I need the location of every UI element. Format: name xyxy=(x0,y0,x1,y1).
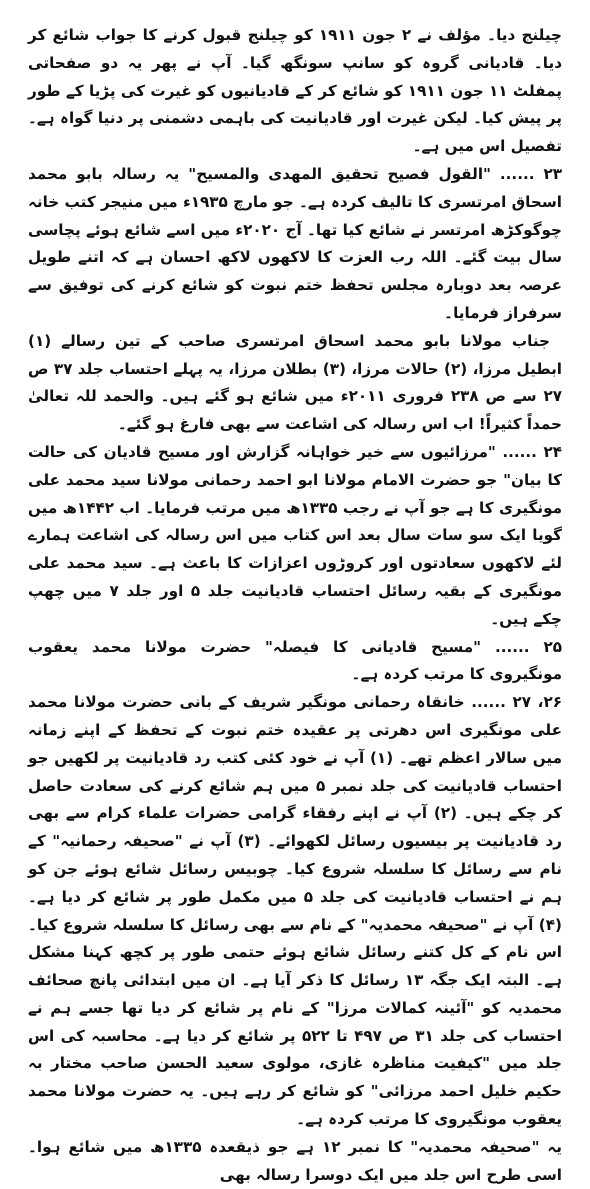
paragraph-sahifa-muhammadiya: یہ "صحیفہ محمدیہ" کا نمبر ۱۲ ہے جو ذیقعدہ ۱۳۳۵ھ میں شائع ہوا۔ اسی طرح اس جلد میں ایک دوسرا رسالہ بھی xyxy=(28,1137,562,1184)
paragraph-item-24: ۲۴ ...... "مرزائیوں سے خیر خواہانہ گزارش اور مسیح قادیان کی حالت کا بیان" جو حضرت الامام مولانا ابو احمد رحمانی مولانا سید محمد علی مونگیری کا ہے جو آپ نے رجب ۱۳۳۵ھ میں مرتب فرمایا۔ اب ۱۴۴۲ھ میں گویا ایک سو سات سال بعد اس کتاب میں اس رسالہ کی اشاعت ہمارے لئے لاکھوں سعادتوں اور کروڑوں اعزازات کا باعث ہے۔ سید محمد علی مونگیری کے بقیہ رسائل احتساب قادیانیت جلد ۵ اور جلد ۷ میں چھپ چکے ہیں۔ xyxy=(28,442,562,628)
paragraph-item-26-27: ۲۶، ۲۷ ...... خانقاہ رحمانی مونگیر شریف کے بانی حضرت مولانا محمد علی مونگیری اس دھرتی پر عقیدہ ختم نبوت کے تحفظ کے اپنے زمانہ میں سالار اعظم تھے۔ (۱) آپ نے خود کئی کتب رد قادیانیت پر لکھیں جو احتساب قادیانیت کی جلد نمبر ۵ میں ہم شائع کرنے کی سعادت حاصل کر چکے ہیں۔ (۲) آپ نے اپنے رفقاء گرامی حضرات علماء کرام سے بھی رد قادیانیت پر بیسیوں رسائل لکھوائے۔ (۳) آپ نے "صحیفہ رحمانیہ" کے نام سے رسائل کا سلسلہ شروع کیا۔ چوبیس رسائل شائع ہوئے جن کو ہم نے احتساب قادیانیت کی جلد ۵ میں مکمل طور پر شائع کر دیا ہے۔ (۴) آپ نے "صحیفہ محمدیہ" کے نام سے بھی رسائل کا سلسلہ شروع کیا۔ اس نام کے کل کتنے رسائل شائع ہوئے حتمی طور پر کچھ کہنا مشکل ہے۔ البتہ ایک جگہ ۱۳ رسائل کا ذکر آیا ہے۔ ان میں ابتدائی پانچ صحائف محمدیہ کو "آئینہ کمالات مرزا" کے نام پر شائع کر دیا تھا جسے ہم نے احتساب کی جلد ۳۱ ص ۴۹۷ تا ۵۲۲ پر شائع کر دیا ہے۔ محاسبہ کی اس جلد میں "کیفیت مناظرہ غازی، مولوی سعید الحسن صاحب مختار بہ حکیم خلیل احمد مرزائی" کو شائع کر رہے ہیں۔ یہ حضرت مولانا محمد یعقوب مونگیروی کا مرتب کردہ ہے۔ xyxy=(28,693,563,1129)
page-body-text xyxy=(28,22,562,1189)
paragraph-challenge-intro: چیلنج دیا۔ مؤلف نے ۲ جون ۱۹۱۱ کو چیلنج قبول کرنے کا جواب شائع کر دیا۔ قادیانی گروہ کو سانپ سونگھ گیا۔ آپ نے پھر یہ دو صفحاتی پمفلٹ ۱۱ جون ۱۹۱۱ کو شائع کر کے قادیانیوں کو غیرت کی پڑیا کے طور پر پیش کیا۔ لیکن غیرت اور قادیانیت کی باہمی دشمنی پر دنیا گواہ ہے۔ تفصیل اس میں ہے۔ xyxy=(28,26,562,156)
paragraph-item-23: ۲۳ ...... "القول فصیح تحقیق المهدی والمسیح" یہ رسالہ بابو محمد اسحاق امرتسری کا تالیف کردہ ہے۔ جو مارچ ۱۹۳۵ء میں منیجر کتب خانہ چوگوکڑھ امرتسر نے شائع کیا تھا۔ آج ۲۰۲۰ء میں اسے شائع ہوئے پچاسی سال بیت گئے۔ اللہ رب العزت کا لاکھوں لاکھ احسان ہے کہ اتنے طویل عرصہ بعد دوبارہ مجلس تحفظ ختم نبوت کو شائع کرنے کی توفیق سے سرفراز فرمایا۔ xyxy=(28,164,562,322)
paragraph-amritsari-treatises: جناب مولانا بابو محمد اسحاق امرتسری صاحب کے تین رسالے (۱) ابطیل مرزا، (۲) حالات مرزا، (۳) بطلان مرزا، یہ پہلے احتساب جلد ۳۷ ص ۲۷ سے ص ۲۳۸ فروری ۲۰۱۱ء میں شائع ہو گئے ہیں۔ والحمد للہ تعالیٰ حمداً کثیراً! اب اس رسالہ کی اشاعت سے بھی فارغ ہو گئے۔ xyxy=(28,331,563,434)
paragraph-item-25: ۲۵ ...... "مسیح قادیانی کا فیصلہ" حضرت مولانا محمد یعقوب مونگیروی کا مرتب کردہ ہے۔ xyxy=(28,637,562,684)
